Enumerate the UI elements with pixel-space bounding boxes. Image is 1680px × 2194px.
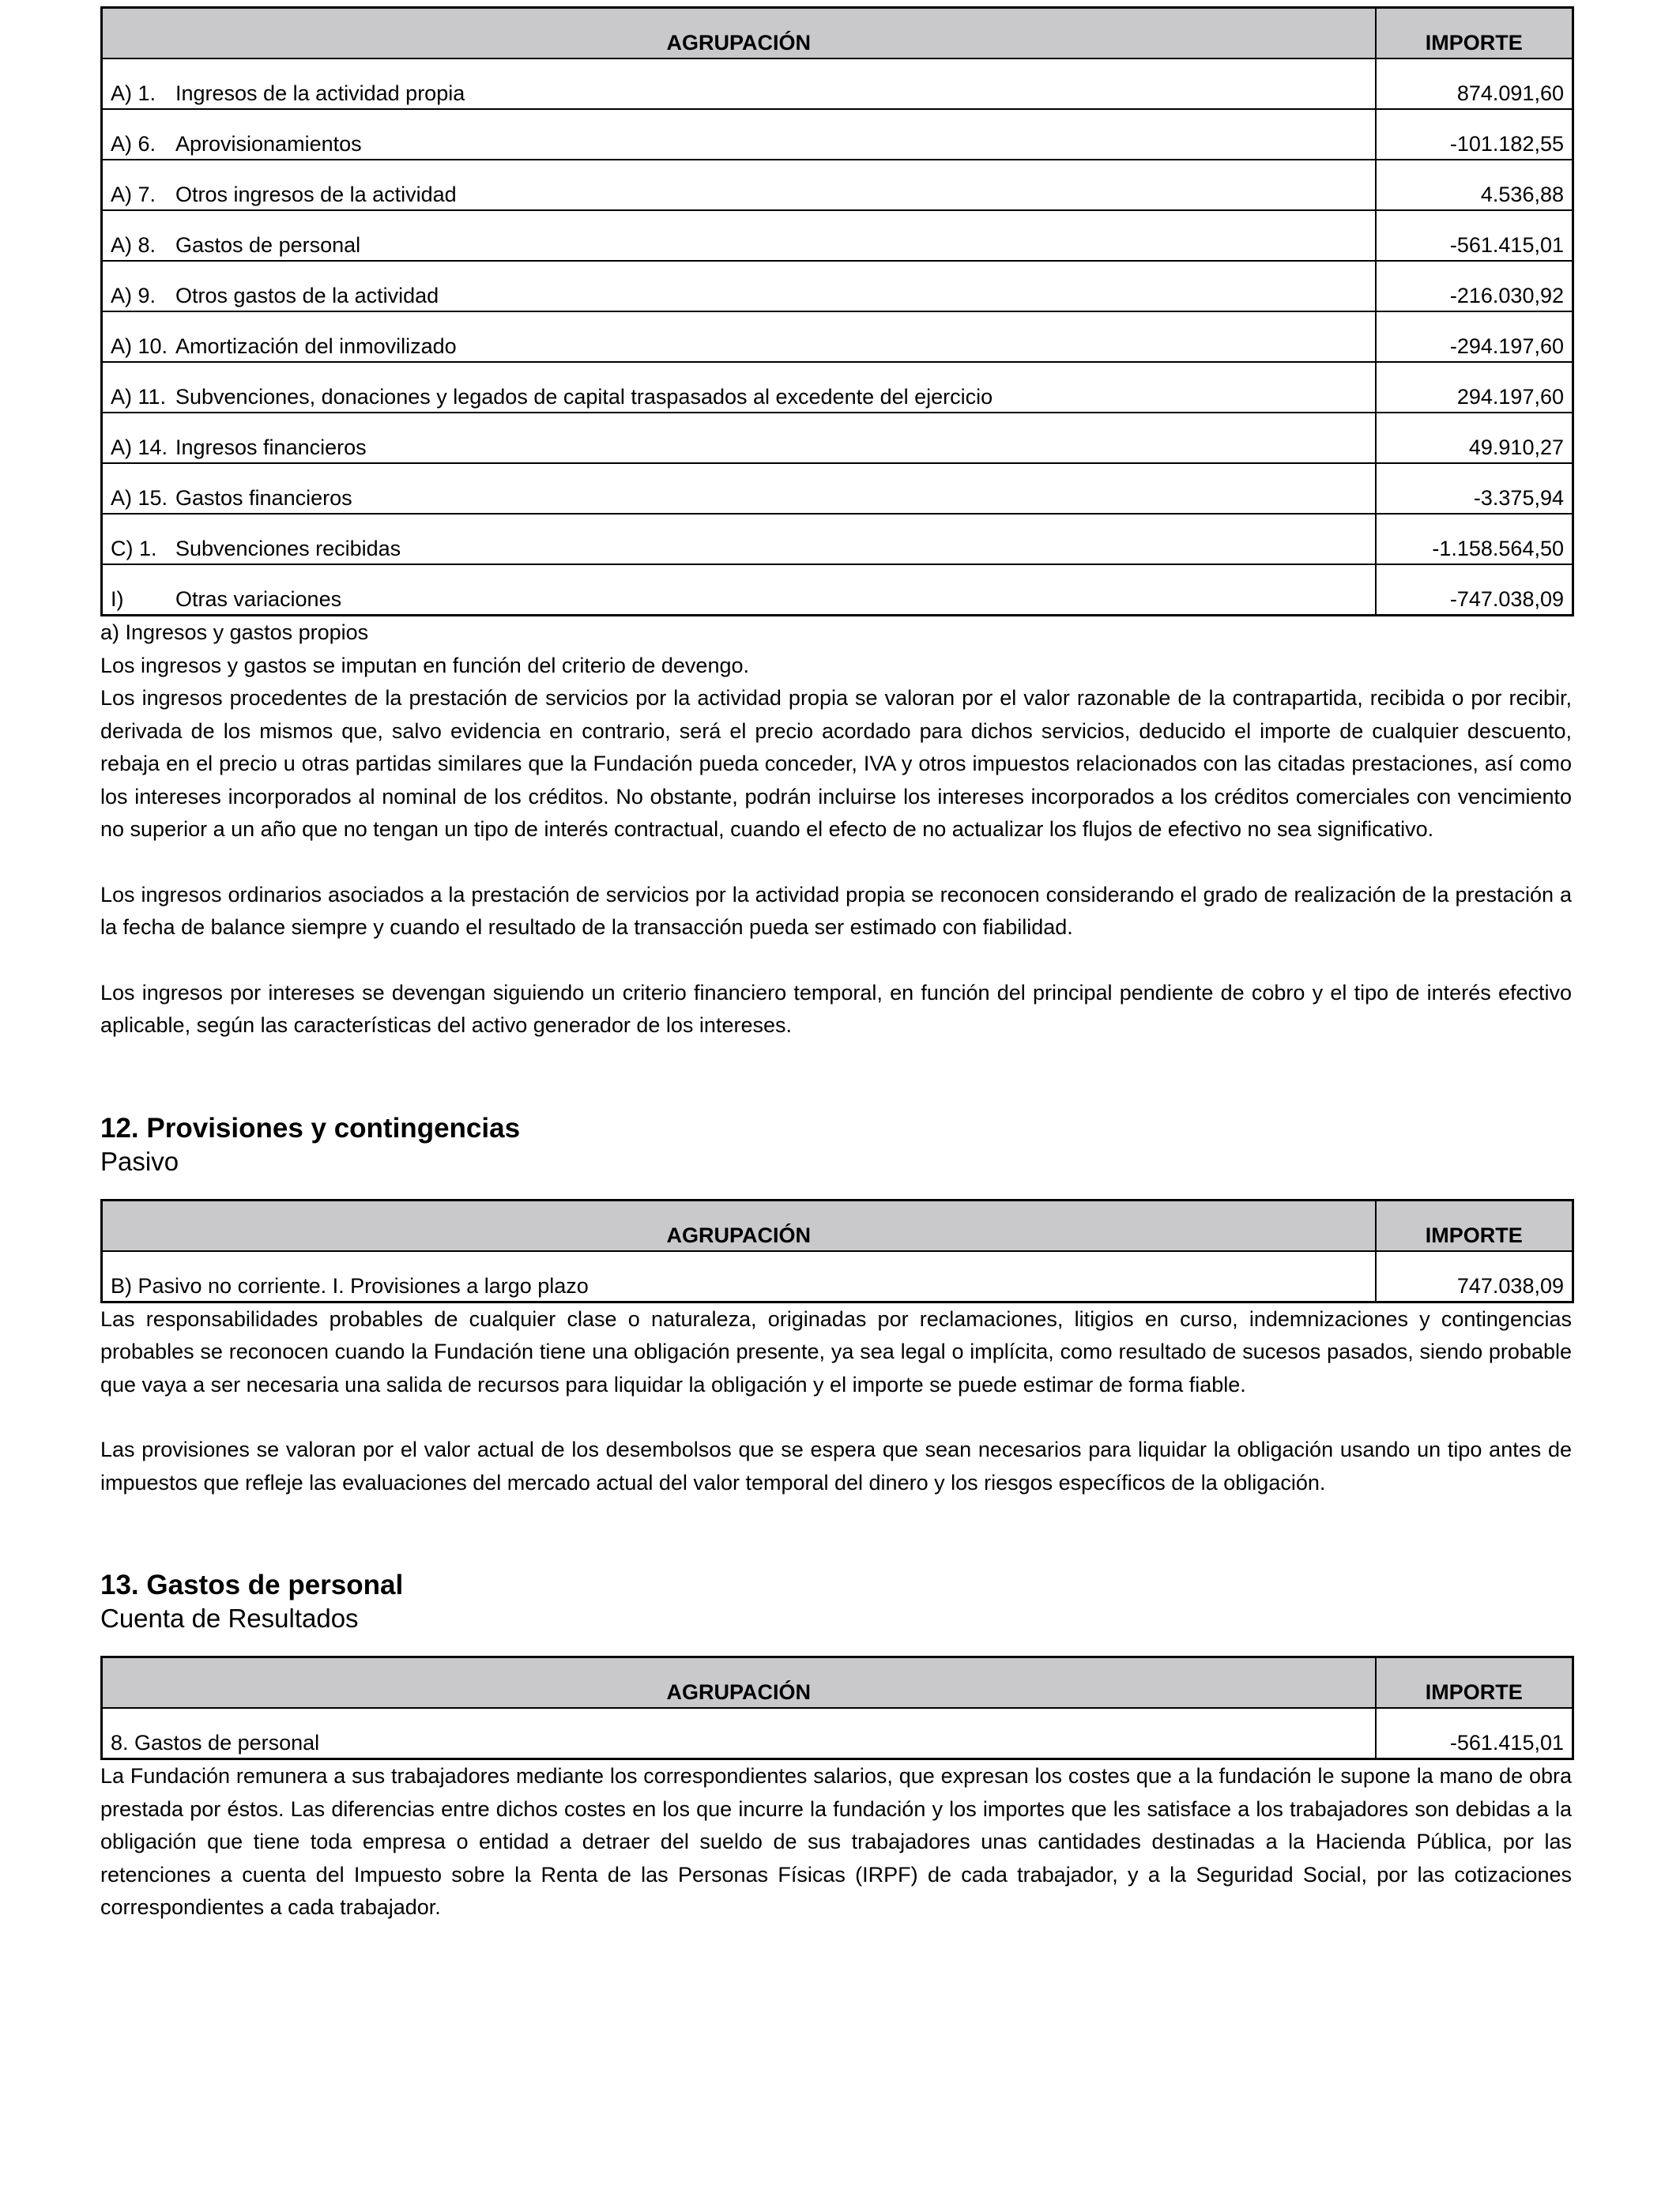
row-label <box>102 109 1376 160</box>
table-row <box>102 362 1573 413</box>
row-amount: -216.030,92 <box>1376 261 1573 311</box>
row-label <box>102 463 1376 514</box>
results-table <box>100 6 1574 616</box>
table-row <box>102 1251 1573 1302</box>
paragraph: Los ingresos procedentes de la prestación de servicios por la actividad propia se valoran por el valor razonable de la contrapartida, recibida o por recibir, derivada de los mismos que, salvo evidencia en contrario, será el precio acordado para dichos servicios, deducido el importe de cualquier descuento, rebaja en el precio u otras partidas similares que la Fundación pueda conceder, IVA y otros impuestos relacionados con las citadas prestaciones, así como los intereses incorporados al nominal de los créditos. No obstante, podrán incluirse los intereses incorporados a los créditos comerciales con vencimiento no superior a un año que no tengan un tipo de interés contractual, cuando el efecto de no actualizar los flujos de efectivo no sea significativo. <box>100 686 1572 841</box>
table-row <box>102 463 1573 514</box>
row-code: A) 1. <box>111 81 156 105</box>
row-label <box>102 362 1376 413</box>
row-label <box>102 261 1376 311</box>
row-amount: -561.415,01 <box>1376 1708 1573 1759</box>
row-text: Ingresos de la actividad propia <box>175 81 465 105</box>
row-text: Ingresos financieros <box>175 435 367 459</box>
row-label: 8. Gastos de personal <box>102 1708 1376 1759</box>
row-amount: -747.038,09 <box>1376 564 1573 616</box>
section-title: 13. Gastos de personal <box>100 1570 404 1600</box>
row-amount: -1.158.564,50 <box>1376 514 1573 564</box>
row-text: Otros ingresos de la actividad <box>175 183 457 206</box>
row-label: B) Pasivo no corriente. I. Provisiones a largo plazo <box>102 1251 1376 1302</box>
table-row <box>102 311 1573 362</box>
section-subtitle: a) Ingresos y gastos propios <box>100 620 369 644</box>
paragraph: Los ingresos por intereses se devengan siguiendo un criterio financiero temporal, en función del principal pendiente de cobro y el tipo de interés efectivo aplicable, según las características del activo generador de los intereses. <box>100 980 1572 1037</box>
table-row <box>102 514 1573 564</box>
row-code: A) 7. <box>111 183 156 206</box>
row-amount: 4.536,88 <box>1376 160 1573 210</box>
paragraph: Los ingresos ordinarios asociados a la prestación de servicios por la actividad propia se reconocen considerando el grado de realización de la prestación a la fecha de balance siempre y cuando el resultado de la transacción pueda ser estimado con fiabilidad. <box>100 882 1572 939</box>
row-code: C) 1. <box>111 537 157 560</box>
row-label <box>102 58 1376 109</box>
provisions-table <box>100 1199 1574 1303</box>
table-header-row <box>102 1657 1573 1709</box>
paragraph: Las responsabilidades probables de cualquier clase o naturaleza, originadas por reclamaciones, litigios en curso, indemnizaciones y contingencias probables se reconocen cuando la Fundación tiene una obligación presente, ya sea legal o implícita, como resultado de sucesos pasados, siendo probable que vaya a ser necesaria una salida de recursos para liquidar la obligación y el importe se puede estimar de forma fiable. <box>100 1306 1572 1397</box>
row-amount: -3.375,94 <box>1376 463 1573 514</box>
row-code: A) 8. <box>111 233 156 257</box>
header-amount: IMPORTE <box>1376 1657 1573 1709</box>
row-text: Otros gastos de la actividad <box>175 284 439 307</box>
paragraph: La Fundación remunera a sus trabajadores mediante los correspondientes salarios, que expresan los costes que a la fundación le supone la mano de obra prestada por éstos. Las diferencias entre dichos costes en los que incurre la fundación y los importes que les satisface a los trabajadores son debidas a la obligación que tiene toda empresa o entidad a detraer del sueldo de sus trabajadores unas cantidades destinadas a la Hacienda Pública, por las retenciones a cuenta del Impuesto sobre la Renta de las Personas Físicas (IRPF) de cada trabajador, y a la Seguridad Social, por las cotizaciones correspondientes a cada trabajador. <box>100 1764 1572 1919</box>
row-label <box>102 514 1376 564</box>
section-subtitle: Cuenta de Resultados <box>100 1604 359 1633</box>
row-amount: -101.182,55 <box>1376 109 1573 160</box>
paragraph: Los ingresos y gastos se imputan en función del criterio de devengo. <box>100 653 749 677</box>
row-amount: 49.910,27 <box>1376 413 1573 463</box>
header-group: AGRUPACIÓN <box>102 1200 1376 1251</box>
section-title: 12. Provisiones y contingencias <box>100 1112 521 1144</box>
row-text: Amortización del inmovilizado <box>175 334 457 358</box>
row-code: A) 11. <box>111 385 167 409</box>
table-row <box>102 413 1573 463</box>
row-text: Subvenciones recibidas <box>175 537 401 560</box>
row-text: Subvenciones, donaciones y legados de capital traspasados al excedente del ejercicio <box>175 385 993 409</box>
table-header-row <box>102 1200 1573 1251</box>
row-code: A) 6. <box>111 132 156 156</box>
table-header-row <box>102 8 1573 59</box>
personnel-table <box>100 1656 1574 1760</box>
header-amount: IMPORTE <box>1376 1200 1573 1251</box>
table-row <box>102 58 1573 109</box>
document-page <box>100 6 1572 1924</box>
paragraph: Las provisiones se valoran por el valor actual de los desembolsos que se espera que sean necesarios para liquidar la obligación usando un tipo antes de impuestos que refleje las evaluaciones del mercado actual del valor temporal del dinero y los riesgos específicos de la obligación. <box>100 1438 1572 1495</box>
row-label <box>102 413 1376 463</box>
header-amount: IMPORTE <box>1376 8 1573 59</box>
row-text: Aprovisionamientos <box>175 132 362 156</box>
row-text: Gastos de personal <box>175 233 361 257</box>
header-group: AGRUPACIÓN <box>102 8 1376 59</box>
row-label <box>102 311 1376 362</box>
row-amount: 294.197,60 <box>1376 362 1573 413</box>
row-code: A) 9. <box>111 284 156 307</box>
row-code: A) 15. <box>111 486 168 510</box>
row-code: A) 10. <box>111 334 168 358</box>
row-amount: -561.415,01 <box>1376 210 1573 261</box>
table-row <box>102 564 1573 616</box>
row-label <box>102 160 1376 210</box>
row-amount: -294.197,60 <box>1376 311 1573 362</box>
section-subtitle: Pasivo <box>100 1146 179 1176</box>
table-row <box>102 261 1573 311</box>
row-amount: 747.038,09 <box>1376 1251 1573 1302</box>
row-label <box>102 210 1376 261</box>
row-label <box>102 564 1376 616</box>
row-amount: 874.091,60 <box>1376 58 1573 109</box>
table-row <box>102 1708 1573 1759</box>
row-text: Otras variaciones <box>175 587 342 611</box>
table-row <box>102 210 1573 261</box>
row-code: A) 14. <box>111 435 168 459</box>
table-row <box>102 160 1573 210</box>
header-group: AGRUPACIÓN <box>102 1657 1376 1709</box>
row-text: Gastos financieros <box>175 486 352 510</box>
table-row <box>102 109 1573 160</box>
row-code: I) <box>111 587 124 611</box>
